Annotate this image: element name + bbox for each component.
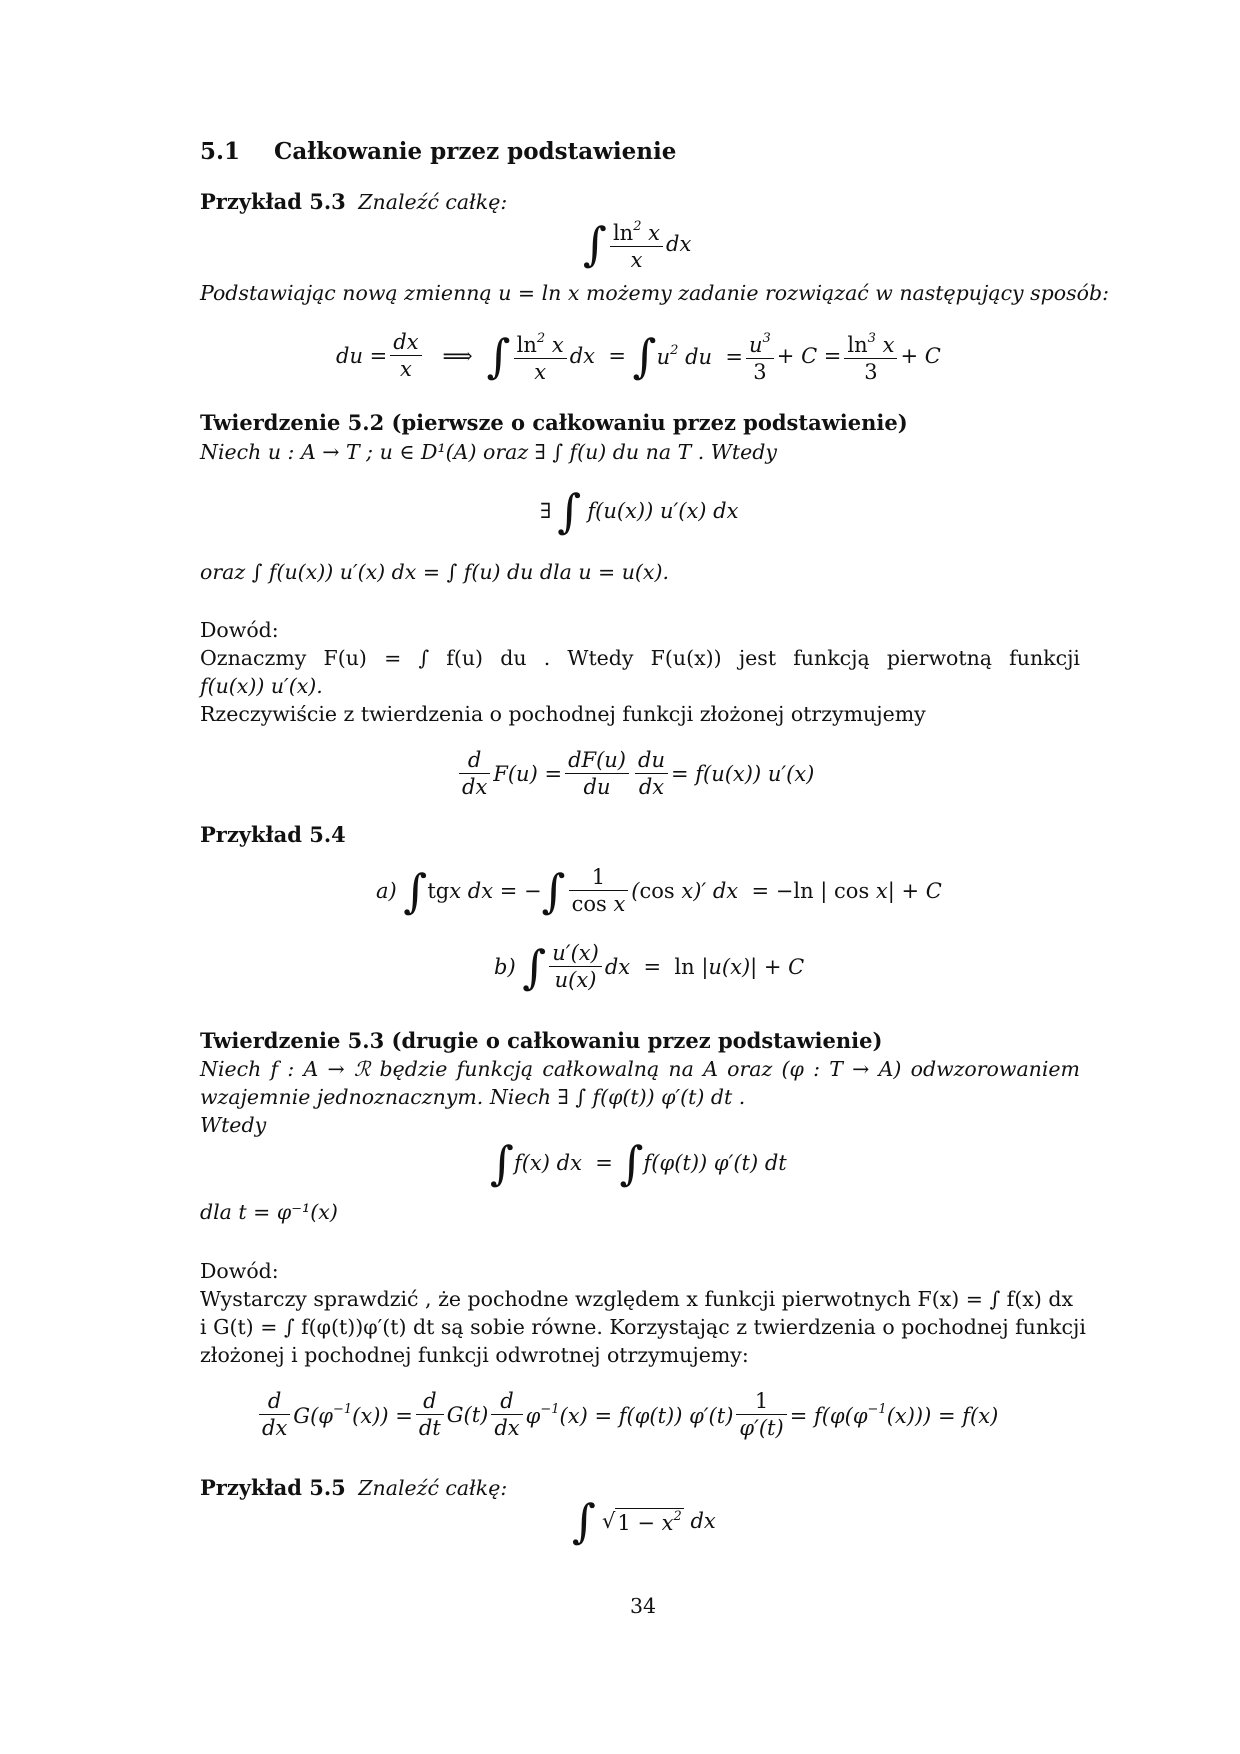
proof-1-line-2: f(u(x)) u′(x).	[200, 674, 323, 698]
proof-2-line-1: Wystarczy sprawdzić , że pochodne względem x funkcji pierwotnych F(x) = ∫ f(x) dx	[200, 1287, 1074, 1311]
example-5-3-header	[200, 188, 507, 216]
example-5-4-label: Przykład 5.4	[200, 822, 346, 847]
proof-1-line-3: Rzeczywiście z twierdzenia o pochodnej funkcji złożonej otrzymujemy	[200, 702, 926, 726]
section-title: Całkowanie przez podstawienie	[274, 138, 677, 165]
example-label: Przykład 5.5	[200, 1475, 346, 1500]
proof-label: Dowód:	[200, 618, 279, 642]
example-5-5-header	[200, 1474, 507, 1502]
theorem-5-3-dla: dla t = φ⁻¹(x)	[200, 1200, 338, 1224]
theorem-5-3-title: Twierdzenie 5.3 (drugie o całkowaniu przez podstawienie)	[200, 1028, 883, 1053]
example-5-4-b: b) ∫ $\frac{u'(x)}{u(x)}$ dx = ln |u(x)| + C	[494, 939, 805, 994]
section-heading	[200, 138, 676, 165]
existence-integral: ∃ ∫ f(u(x)) u′(x) dx	[540, 484, 739, 538]
page-number: 34	[630, 1594, 657, 1618]
theorem-5-2-title: Twierdzenie 5.2 (pierwsze o całkowaniu przez podstawienie)	[200, 410, 908, 435]
proof-2-line-2: i G(t) = ∫ f(φ(t))φ′(t) dt są sobie równe. Korzystając z twierdzenia o pochodnej funkcji	[200, 1315, 1086, 1339]
example-label: Przykład 5.3	[200, 189, 346, 214]
proof-1-line-1: Oznaczmy F(u) = ∫ f(u) du . Wtedy F(u(x)) jest funkcją pierwotną funkcji	[200, 646, 1080, 670]
section-number: 5.1	[200, 138, 241, 165]
proof-2-line-3: złożonej i pochodnej funkcji odwrotnej otrzymujemy:	[200, 1343, 749, 1367]
second-substitution-equation: ∫ f(x) dx = ∫ f(φ(t)) φ′(t) dt	[490, 1136, 787, 1190]
theorem-5-2-conclusion: oraz ∫ f(u(x)) u′(x) dx = ∫ f(u) du dla u = u(x).	[200, 560, 670, 584]
theorem-5-3-line-2: wzajemnie jednoznacznym. Niech ∃ ∫ f(φ(t)) φ′(t) dt .	[200, 1085, 746, 1109]
theorem-5-2-hypothesis: Niech u : A → T ; u ∈ D¹(A) oraz ∃ ∫ f(u) du na T . Wtedy	[200, 440, 777, 464]
proof-2-label: Dowód:	[200, 1259, 279, 1283]
theorem-5-3-line-3: Wtedy	[200, 1113, 267, 1137]
theorem-5-3-line-1: Niech f : A → ℛ będzie funkcją całkowalną na A oraz (φ : T → A) odwzorowaniem	[200, 1057, 1080, 1081]
substitution-sentence: Podstawiając nową zmienną u = ln x możemy zadanie rozwiązać w następujący sposób:	[200, 281, 1110, 305]
inverse-chain-rule-equation: $\frac{d}{dx}$ $G(\varphi^{-1}(x))$ = $\frac{d}{dt}$ G(t) $\frac{d}{dx}$ $\varphi^{-1}(x) = f(\varphi(t))$ φ′(t) $\frac{1}{\varphi'(t)}$ = $f(\varphi(\varphi^{-1}(x))) = f(x)$	[256, 1388, 998, 1441]
integral-ln2x-over-x: ∫ $\frac{\ln^2 x}{x}$ dx	[583, 214, 691, 273]
example-prompt: Znaleźć całkę:	[358, 190, 508, 214]
sqrt-integral: ∫ √ $1 - x^2$ dx	[572, 1494, 716, 1548]
example-5-4-a: a) ∫ tgx dx = − ∫ $\frac{1}{\text{cos x}}$ (cos x)′ dx = −ln | cos x| + C	[376, 863, 942, 918]
substitution-derivation: du = $\frac{dx}{x}$ ⟹ ∫ $\frac{\ln^2 x}{x}$ dx = ∫ $u^2$ du = $\frac{u^3}{3}$ + C = $\frac{\ln^3 x}{3}$ + C	[336, 326, 941, 385]
chain-rule-equation: $\frac{d}{dx}$ F(u) = $\frac{dF(u)}{du}$ $\frac{du}{dx}$ = f(u(x)) u′(x)	[456, 747, 814, 800]
example-prompt: Znaleźć całkę:	[358, 1476, 508, 1500]
